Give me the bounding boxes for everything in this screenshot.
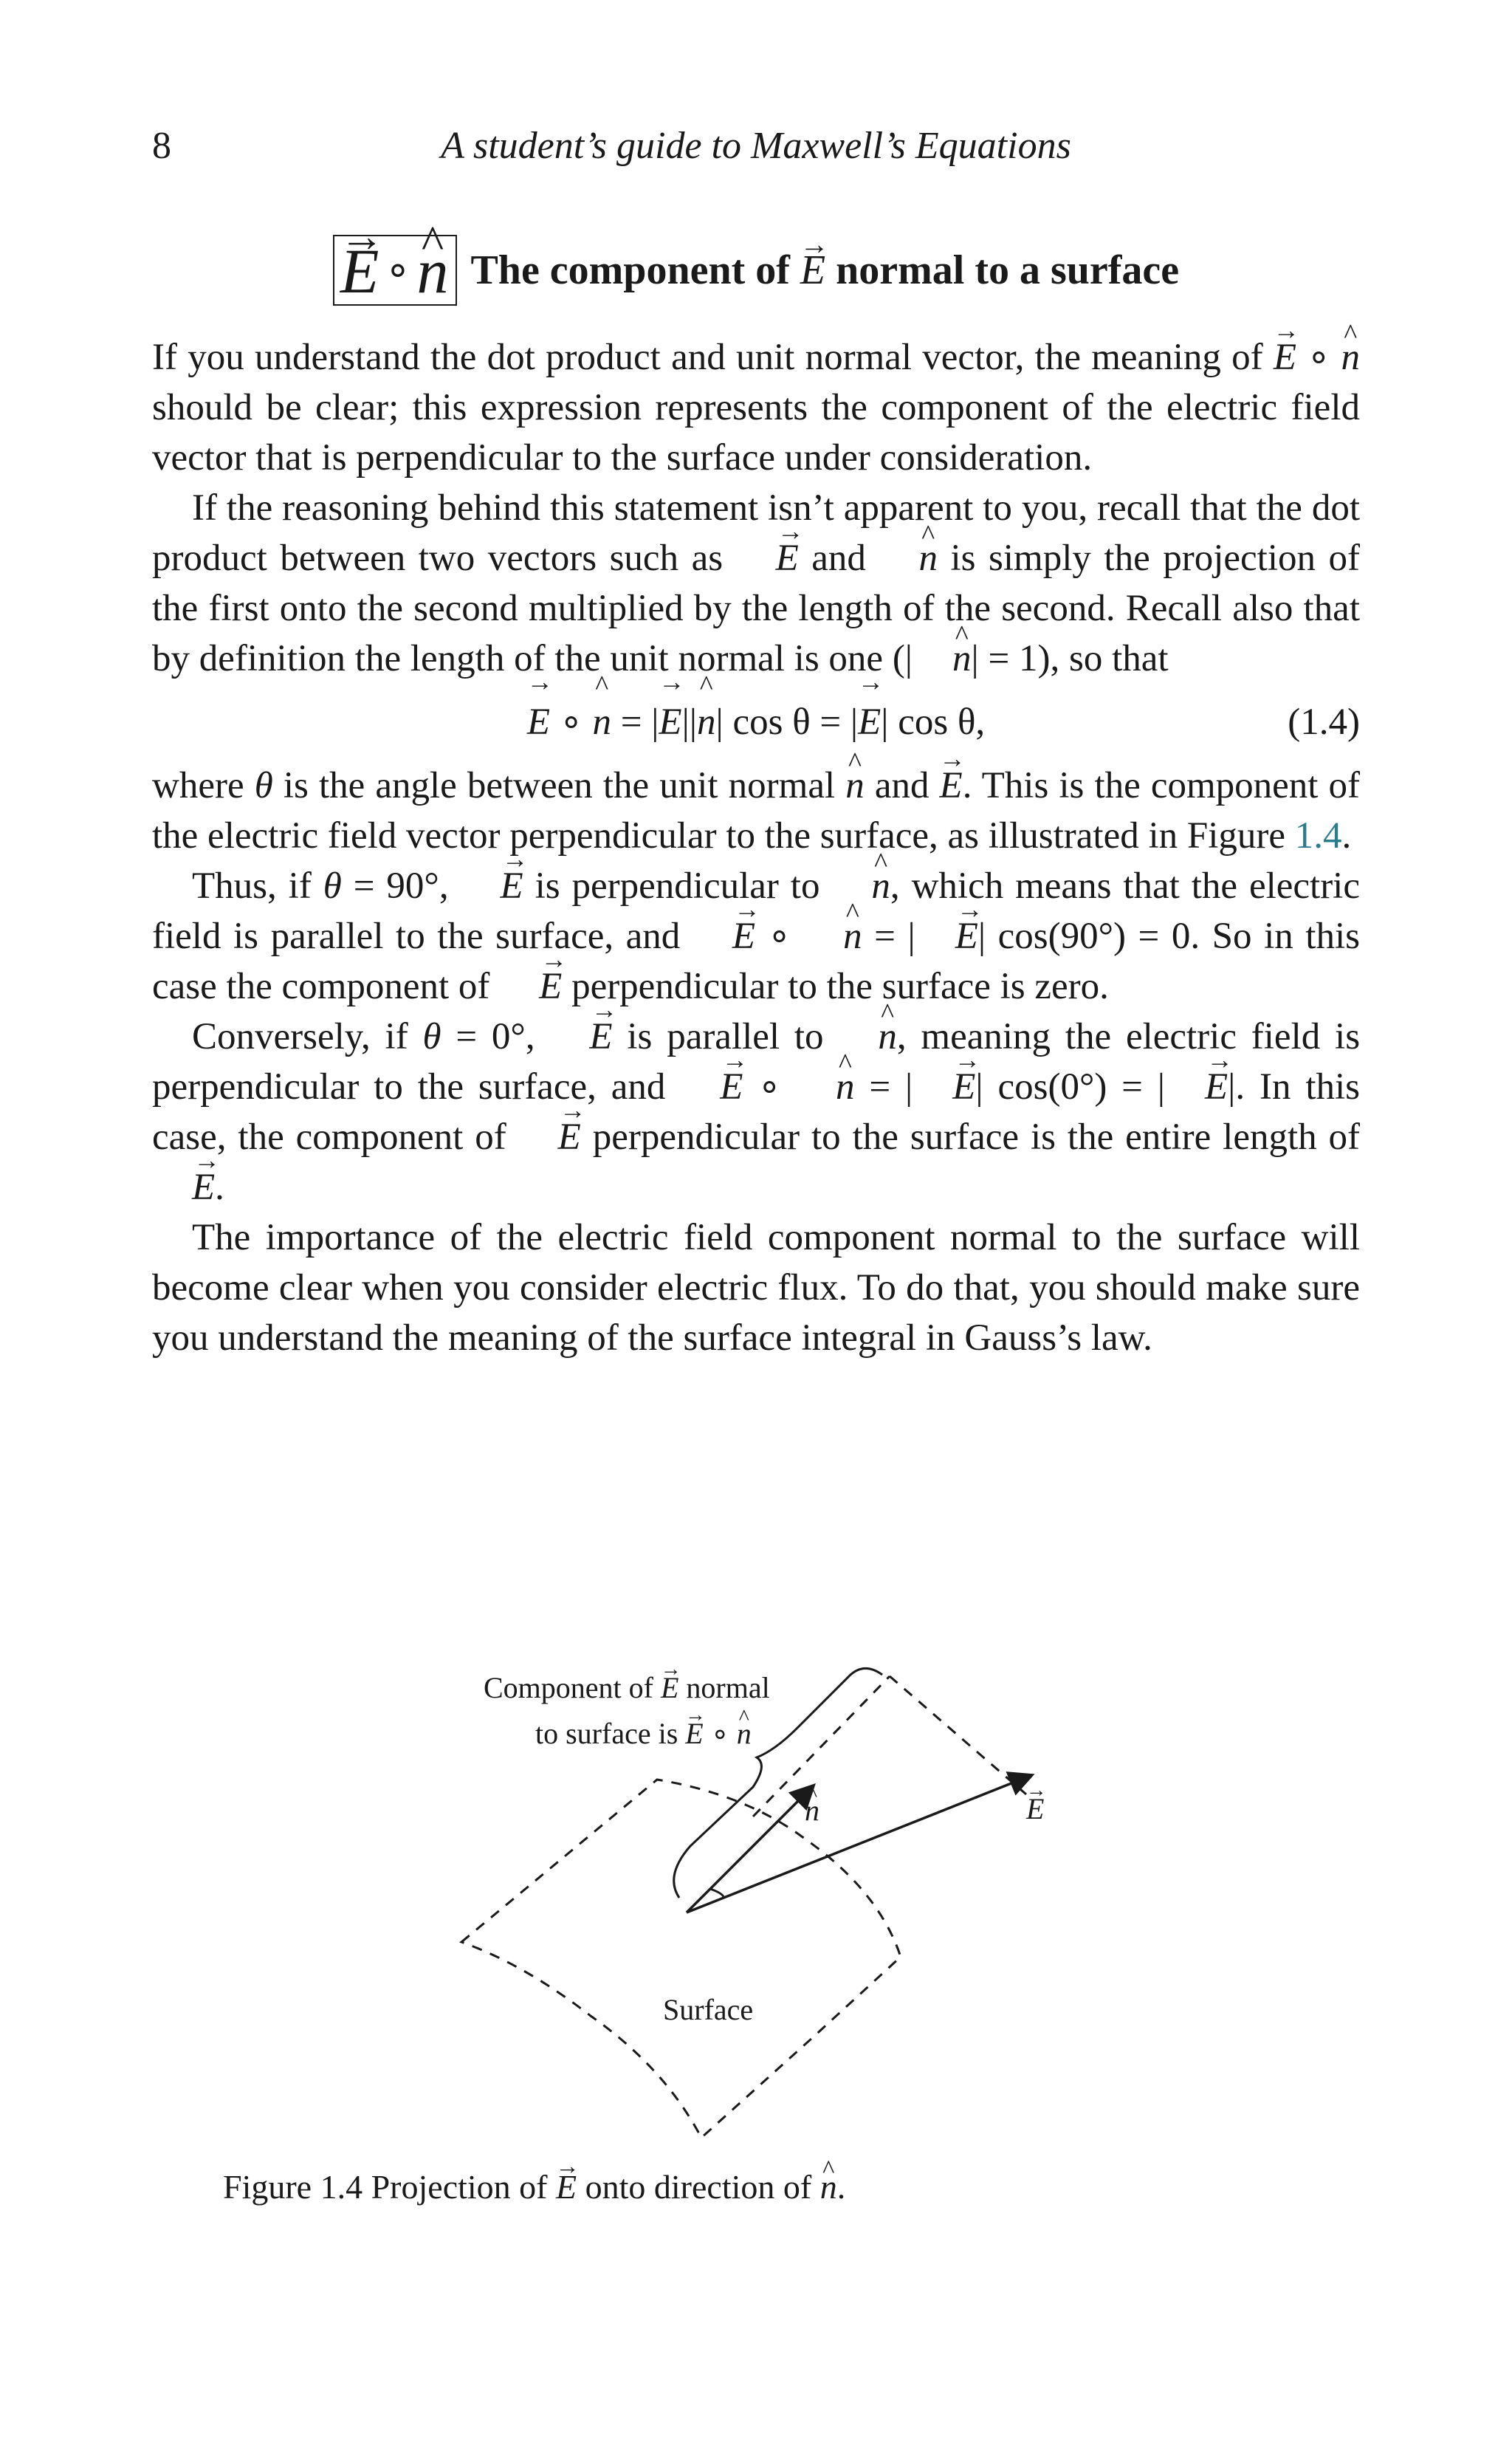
label-component-line2: to surface is → E ∘ ^ n [535,1716,752,1751]
surface-outline [461,1780,901,2138]
section-title: The component of → E normal to a surface [470,247,1179,294]
paragraph-1: If you understand the dot product and unit normal vector, the meaning of → E ∘ ^ n should be clear; this expression represents the component of the electric field vector that is perpendicular to the surface under consideration. [152,332,1360,483]
paragraph-6: The importance of the electric field component normal to the surface will become clear when you consider electric flux. To do that, you should make sure you understand the meaning of the surface integral in Gauss’s law. [152,1217,1360,1359]
figure-caption: Figure 1.4 Projection of → E onto direction of ^ n. [223,2167,845,2206]
equation-number: (1.4) [1288,701,1360,743]
field-vector-arrow [687,1776,1030,1913]
label-n-hat: ^ n [805,1793,819,1828]
equation-body: → E ∘ ^ n = |→ E||^ n| cos θ = |→ E| cos θ, [527,684,985,761]
section-symbol-box [333,235,458,306]
figure-diagram [0,1647,1512,2164]
label-E-vector: → E [1026,1791,1044,1826]
dot-operator: ∘ [385,247,411,293]
label-component-line1: Component of → E normal [484,1670,770,1705]
vector-E: → E [800,247,825,294]
body-text [152,332,1360,1363]
page-header [152,124,1360,176]
figure-1-4 [0,1647,1512,2164]
paragraph-4: Thus, if θ = 90°, → E is perpendicular to ^ n, which means that the electric field is parallel to the surface, and → E ∘ ^ n = |→ E| cos(90°) = 0. So in this case the component of → E perpendicular to the surface is zero. [152,861,1360,1012]
equation-1-4 [152,684,1360,761]
page-number: 8 [152,125,171,167]
section-heading [0,235,1512,306]
label-surface: Surface [663,1993,754,2026]
running-title: A student’s guide to Maxwell’s Equations [441,125,1071,167]
vector-E: → E [340,239,379,303]
paragraph-5: Conversely, if θ = 0°, → E is parallel to ^ n, meaning the electric field is perpendicular to the surface, and → E ∘ ^ n = |→ E| cos(0°) = |→ E|. In this case, the component of → E perpendicular to the surface is the entire length of → E. [152,1012,1360,1212]
unit-normal-n: ^ n [416,239,448,303]
figure-link[interactable]: 1.4 [1294,815,1342,857]
paragraph-2: If the reasoning behind this statement isn’t apparent to you, recall that the dot product between two vectors such as → E and ^ n is simply the projection of the first onto the second multiplied by the length of the second. Recall also that by definition the length of the unit normal is one (|^ n| = 1), so that [152,483,1360,684]
projection-dashed-lines [753,1676,1026,1817]
angle-theta-arc [710,1889,724,1898]
paragraph-3: where θ is the angle between the unit normal ^ n and → E. This is the component of the electric field vector perpendicular to the surface, as illustrated in Figure 1.4. [152,761,1360,861]
